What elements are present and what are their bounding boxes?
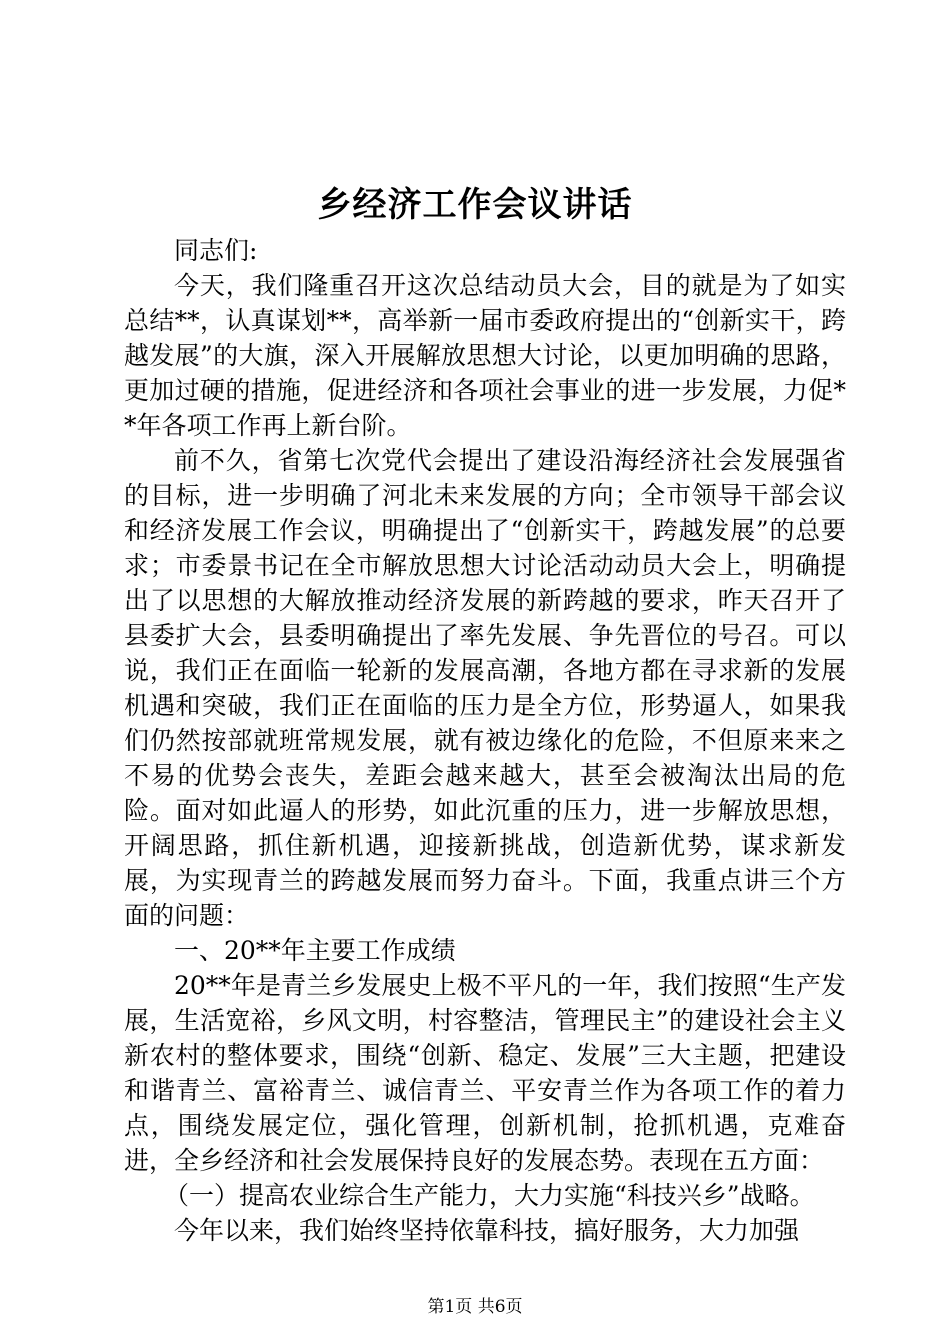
paragraph-background: 前不久，省第七次党代会提出了建设沿海经济社会发展强省的目标，进一步明确了河北未来发展的方向；全市领导干部会议和经济发展工作会议，明确提出了“创新实干，跨越发展”的总要求；市委景书记在全市解放思想大讨论活动动员大会上，明确提出了以思想的大解放推动经济发展的新跨越的要求，昨天召开了县委扩大会，县委明确提出了率先发展、争先晋位的号召。可以说，我们正在面临一轮新的发展高潮，各地方都在寻求新的发展机遇和突破，我们正在面临的压力是全方位，形势逼人，如果我们仍然按部就班常规发展，就有被边缘化的危险，不但原来来之不易的优势会丧失，差距会越来越大，甚至会被淘汰出局的危险。面对如此逼人的形势，如此沉重的压力，进一步解放思想，开阔思路，抓住新机遇，迎接新挑战，创造新优势，谋求新发展，为实现青兰的跨越发展而努力奋斗。下面，我重点讲三个方面的问题： xyxy=(124,446,846,930)
paragraph-science: 今年以来，我们始终坚持依靠科技，搞好服务，大力加强 xyxy=(174,1216,800,1245)
document-body xyxy=(124,233,846,1248)
document-title: 乡经济工作会议讲话 xyxy=(317,185,633,225)
paragraph-achievements: 20**年是青兰乡发展史上极不平凡的一年，我们按照“生产发展，生活宽裕，乡风文明，村容整洁，管理民主”的建设社会主义新农村的整体要求，围绕“创新、稳定、发展”三大主题，把建设和谐青兰、富裕青兰、诚信青兰、平安青兰作为各项工作的着力点，围绕发展定位，强化管理，创新机制，抢抓机遇，克难奋进，全乡经济和社会发展保持良好的发展态势。表现在五方面： xyxy=(124,971,846,1175)
paragraph-intro: 今天，我们隆重召开这次总结动员大会，目的就是为了如实总结**，认真谋划**，高举新一届市委政府提出的“创新实干，跨越发展”的大旗，深入开展解放思想大讨论，以更加明确的思路，更加过硬的措施，促进经济和各项社会事业的进一步发展，力促**年各项工作再上新台阶。 xyxy=(124,271,846,440)
page-footer: 第1页 共6页 xyxy=(427,1297,523,1317)
salutation: 同志们: xyxy=(174,236,258,265)
section-heading-1: 一、20**年主要工作成绩 xyxy=(174,936,456,965)
subsection-heading-1: （一）提高农业综合生产能力，大力实施“科技兴乡”战略。 xyxy=(164,1181,815,1210)
